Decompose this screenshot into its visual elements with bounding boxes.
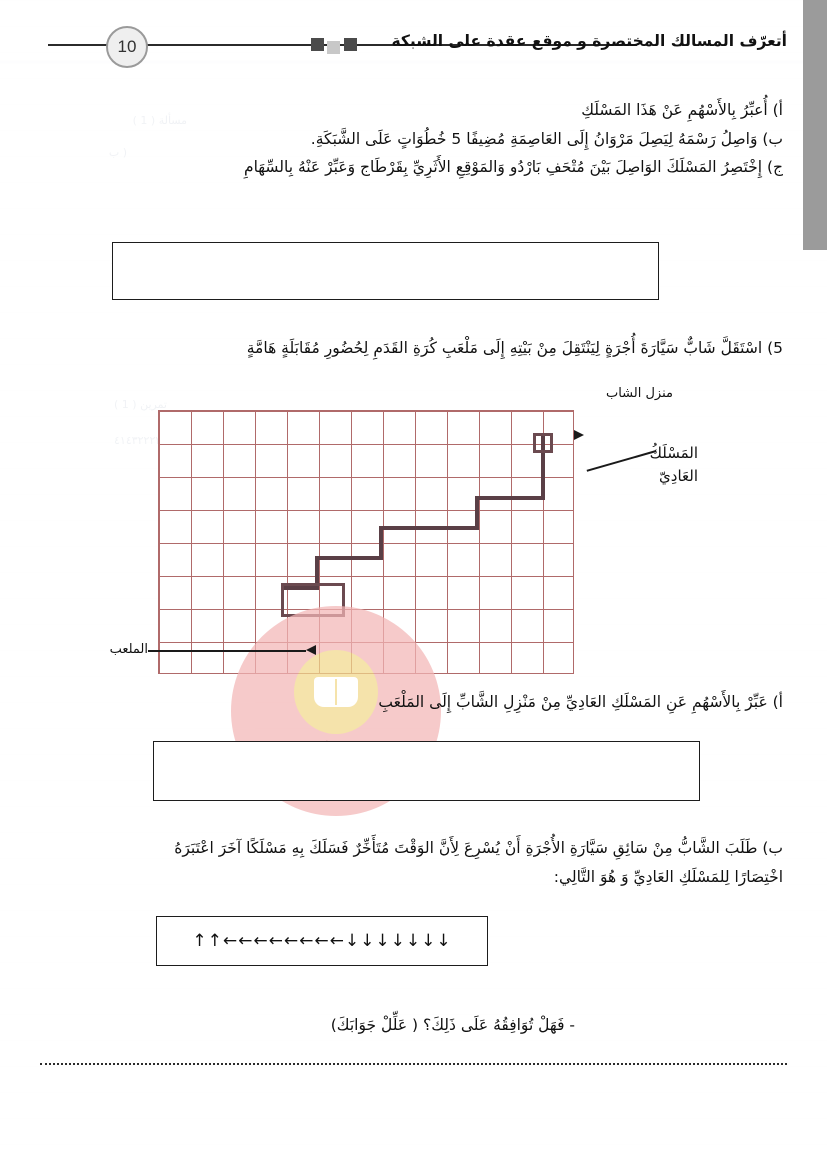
bleed-line-1: مسألة ( 1 ) [132, 114, 187, 127]
bleed-line-2: ( ب [108, 146, 127, 159]
arrow-sequence: ↑↑←←←←←←←←↓↓↓↓↓↓↓ [192, 931, 452, 951]
question-4a: أ) أُعبِّرُ بِالأَسْهُمِ عَنْ هَذَا المَسْلَكِ [581, 101, 783, 119]
square-dark-1 [344, 38, 357, 51]
label-house: منزل الشاب [605, 386, 673, 401]
bleed-line-5: ٤١٤٣٢٢٢٣٣٤٤ [114, 434, 179, 447]
label-route-line1: المَسْلَكُ [649, 444, 698, 462]
square-dark-2 [311, 38, 324, 51]
arrowhead-field [306, 645, 316, 655]
arrowhead-route [574, 430, 584, 440]
square-light [327, 41, 340, 54]
label-route [650, 442, 698, 487]
leader-line-route [587, 450, 657, 471]
answer-box-q5a[interactable] [153, 741, 700, 801]
arrow-sequence-box [156, 916, 488, 966]
label-field: الملعب [109, 642, 148, 657]
house-cell-marker [533, 433, 553, 453]
page-title: أتعرّف المسالك المختصرة و موقع عقدة على الشبكة [391, 32, 787, 50]
label-route-line2: العَادِيّ [659, 466, 698, 485]
question-5b-line2: اخْتِصَارًا لِلمَسْلَكِ العَادِيِّ وَ هُوَ التَّالِي: [553, 868, 783, 887]
route-segment-h3 [315, 556, 383, 560]
question-5a: أ) عَبِّرْ بِالأَسْهُمِ عَنِ المَسْلَكِ العَادِيِّ مِنْ مَنْزِلِ الشَّابِّ إِلَى المَلْعَبِ [378, 693, 783, 711]
question-4c: ج) إِخْتَصِرُ المَسْلَكَ الوَاصِلَ بَيْنَ مُتْحَفِ بَارْدُو وَالمَوْقِعِ الأَثَرِيِّ بِقَرْطَاج وَعَبِّرْ عَنْهُ بِالسِّهَامِ [243, 158, 783, 177]
watermark-badge-icon [294, 650, 378, 734]
answer-box-q4[interactable] [112, 242, 659, 300]
route-segment-v3 [379, 526, 383, 560]
question-5b [44, 834, 783, 893]
question-4b: ب) وَاصِلُ رَسْمَهُ لِيَصِلَ مَرْوَانُ إِلَى العَاصِمَةِ مُضِيفًا 5 خُطُوَاتٍ عَلَى الشَّبَكَةِ. [310, 129, 783, 148]
route-segment-h1 [475, 496, 545, 500]
leader-line-field [148, 650, 306, 652]
footer-dotted-rule [40, 1063, 787, 1065]
page-number: 10 [106, 26, 148, 68]
question-5c: - فَهَلْ تُوَافِقُهُ عَلَى ذَلِكَ؟ ( عَلِّلْ جَوَابَكَ) [330, 1016, 575, 1034]
bleed-line-4: تمرين ( 1 ) [113, 398, 167, 411]
question-5-stem: 5) اسْتَقَلَّ شَابٌّ سَيَّارَةَ أُجْرَةٍ لِيَنْتَقِلَ مِنْ بَيْتِهِ إِلَى مَلْعَبِ كُرَةِ القَدَمِ لِحُضُورِ مُقَابَلَةٍ هَامَّةٍ [246, 339, 783, 357]
book-icon [314, 677, 358, 707]
question-5b-line1: ب) طَلَبَ الشَّابُّ مِنْ سَائِقِ سَيَّارَةِ الأُجْرَةِ أَنْ يُسْرِعَ لِأَنَّ الوَقْتَ مُتَأَخِّرٌ فَسَلَكَ بِهِ مَسْلَكًا آخَرَ اعْتَبَرَهُ [174, 839, 783, 857]
page-header [48, 18, 787, 62]
header-decorative-squares [311, 38, 357, 54]
page-side-tab [803, 0, 827, 250]
grid-map [158, 410, 574, 674]
route-segment-h2 [379, 526, 479, 530]
route-segment-v2 [475, 496, 479, 530]
